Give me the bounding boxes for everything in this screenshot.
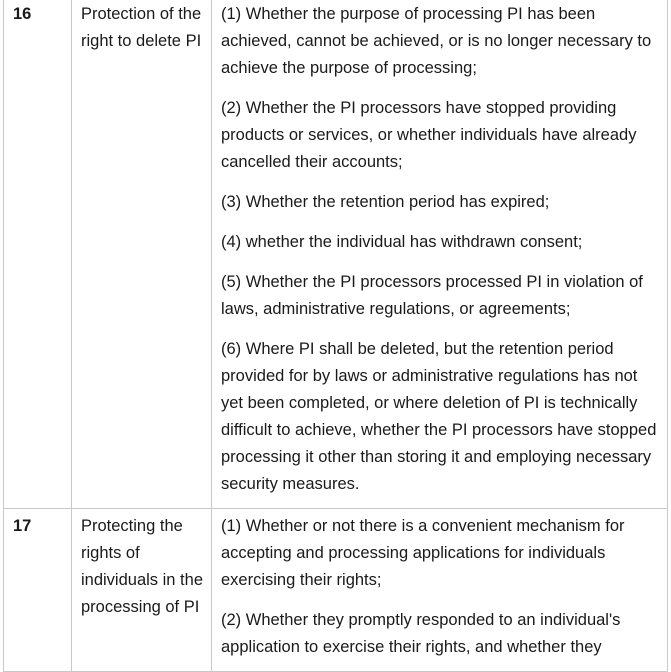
check-item: (5) Whether the PI processors processed PI in violation of laws, administrative regulations, or agreements; — [221, 273, 643, 318]
row-number: 17 — [4, 509, 72, 672]
table-row — [4, 509, 668, 672]
check-item: (2) Whether they promptly responded to an individual's application to exercise their rights, and whether they — [221, 611, 621, 656]
right-name: Protecting the rights of individuals in the processing of PI — [72, 509, 212, 672]
check-items — [212, 509, 668, 672]
table-row — [4, 0, 668, 509]
check-item: (1) Whether or not there is a convenient mechanism for accepting and processing applications for individuals exercising their rights; — [221, 517, 625, 589]
check-items — [212, 0, 668, 509]
row-number: 16 — [4, 0, 72, 509]
check-item: (2) Whether the PI processors have stopped providing products or services, or whether individuals have already cancelled their accounts; — [221, 99, 637, 171]
check-item: (3) Whether the retention period has expired; — [221, 193, 550, 211]
requirements-table — [3, 0, 668, 672]
check-item: (4) whether the individual has withdrawn consent; — [221, 233, 583, 251]
check-item: (6) Where PI shall be deleted, but the retention period provided for by laws or administrative regulations has not yet been completed, or where deletion of PI is technically difficult to achieve, whether the PI processors have stopped processing it other than storing it and employing necessary security measures. — [221, 340, 657, 493]
right-name: Protection of the right to delete PI — [72, 0, 212, 509]
check-item: (1) Whether the purpose of processing PI has been achieved, cannot be achieved, or is no longer necessary to achieve the purpose of processing; — [221, 5, 652, 77]
